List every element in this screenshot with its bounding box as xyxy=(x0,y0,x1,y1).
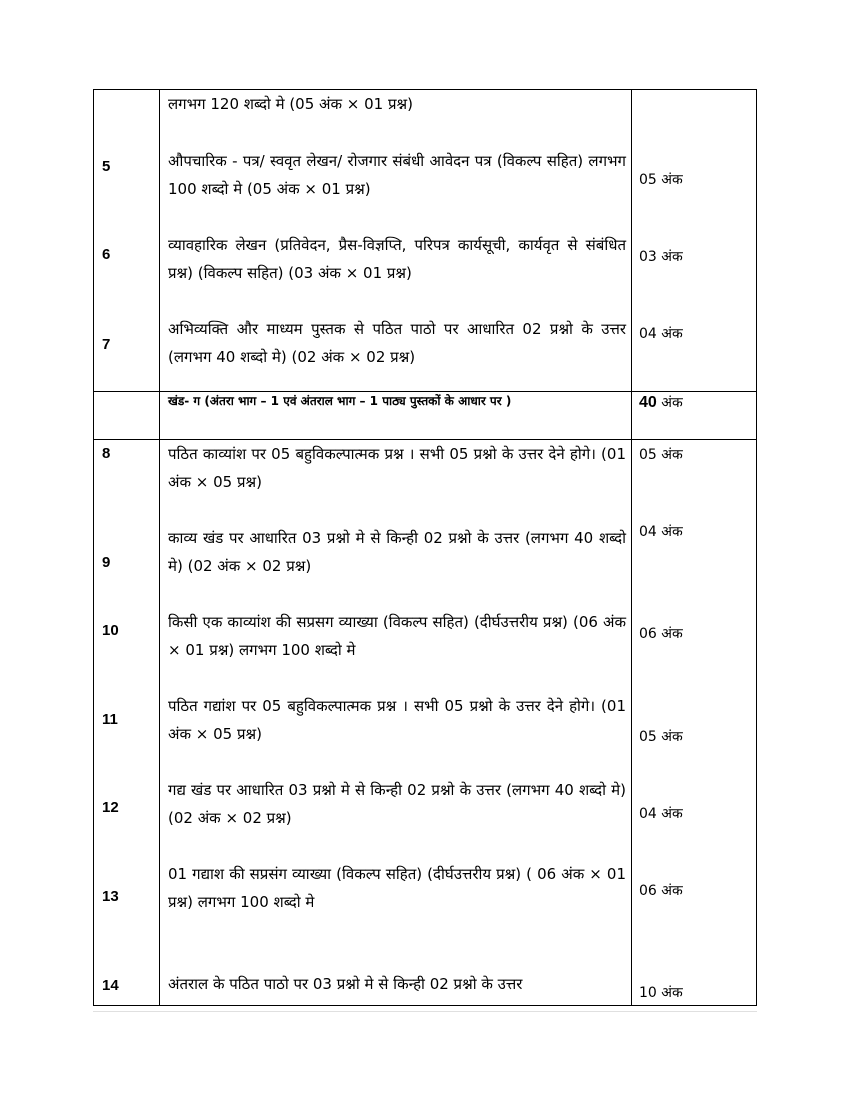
question-number: 14 xyxy=(102,977,119,994)
question-marks: 04 अंक xyxy=(639,524,683,540)
question-text: पठित काव्यांश पर 05 बहुविकल्पात्मक प्रश्न । सभी 05 प्रश्नो के उत्तर देने होगे। (01 अंक × 05 प्रश्न) xyxy=(168,445,626,491)
column-divider xyxy=(631,90,632,1005)
question-number: 12 xyxy=(102,799,119,816)
question-marks: 05 अंक xyxy=(639,447,683,463)
section-marks-unit: अंक xyxy=(661,395,683,411)
section-marks xyxy=(639,393,683,412)
question-marks: 05 अंक xyxy=(639,729,683,745)
question-text: गद्य खंड पर आधारित 03 प्रश्नो मे से किन्ही 02 प्रश्नो के उत्तर (लगभग 40 शब्दो मे) (02 अंक × 02 प्रश्न) xyxy=(168,781,626,827)
question-marks: 06 अंक xyxy=(639,883,683,899)
question-number: 11 xyxy=(102,711,118,728)
question-marks: 03 अंक xyxy=(639,249,683,265)
question-number: 5 xyxy=(102,158,111,175)
marks-distribution-table xyxy=(93,89,757,1006)
question-marks: 04 अंक xyxy=(639,806,683,822)
question-text: लगभग 120 शब्दो मे (05 अंक × 01 प्रश्न) xyxy=(168,95,413,113)
section-marks-number: 40 xyxy=(639,394,657,411)
page-bottom-rule xyxy=(93,1011,757,1012)
question-text: अभिव्यक्ति और माध्यम पुस्तक से पठित पाठो पर आधारित 02 प्रश्नो के उत्तर (लगभग 40 शब्दो मे) (02 अंक × 02 प्रश्न) xyxy=(168,320,626,366)
question-number: 13 xyxy=(102,888,119,905)
question-number: 6 xyxy=(102,246,111,263)
question-text: पठित गद्यांश पर 05 बहुविकल्पात्मक प्रश्न । सभी 05 प्रश्नो के उत्तर देने होगे। (01 अंक × 05 प्रश्न) xyxy=(168,697,626,743)
question-text: 01 गद्याश की सप्रसंग व्याख्या (विकल्प सहित) (दीर्घउत्तरीय प्रश्न) ( 06 अंक × 01 प्रश्न) लगभग 100 शब्दो मे xyxy=(168,865,626,911)
question-marks: 05 अंक xyxy=(639,172,683,188)
question-number: 8 xyxy=(102,445,111,462)
question-text: किसी एक काव्यांश की सप्रसग व्याख्या (विकल्प सहित) (दीर्घउत्तरीय प्रश्न) (06 अंक × 01 प्रश्न) लगभग 100 शब्दो मे xyxy=(168,613,626,659)
question-text: अंतराल के पठित पाठो पर 03 प्रश्नो मे से किन्ही 02 प्रश्नो के उत्तर xyxy=(168,975,523,993)
question-marks: 10 अंक xyxy=(639,985,683,1001)
question-number: 7 xyxy=(102,336,111,353)
question-marks: 04 अंक xyxy=(639,326,683,342)
question-text: व्यावहारिक लेखन (प्रतिवेदन, प्रैस-विज्ञप्ति, परिपत्र कार्यसूची, कार्यवृत से संबंधित प्रश्न) (विकल्प सहित) (03 अंक × 01 प्रश्न) xyxy=(168,236,626,282)
question-marks: 06 अंक xyxy=(639,626,683,642)
question-number: 10 xyxy=(102,622,119,639)
question-text: औपचारिक - पत्र/ स्ववृत लेखन/ रोजगार संबंधी आवेदन पत्र (विकल्प सहित) लगभग 100 शब्दो मे (05 अंक × 01 प्रश्न) xyxy=(168,152,626,198)
section-title: खंड- ग (अंतरा भाग – 1 एवं अंतराल भाग – 1 पाठ्य पुस्तकों के आधार पर ) xyxy=(168,394,512,408)
column-divider xyxy=(159,90,160,1005)
question-text: काव्य खंड पर आधारित 03 प्रश्नो मे से किन्ही 02 प्रश्नो के उत्तर (लगभग 40 शब्दो मे) (02 अंक × 02 प्रश्न) xyxy=(168,529,626,575)
question-number: 9 xyxy=(102,554,111,571)
